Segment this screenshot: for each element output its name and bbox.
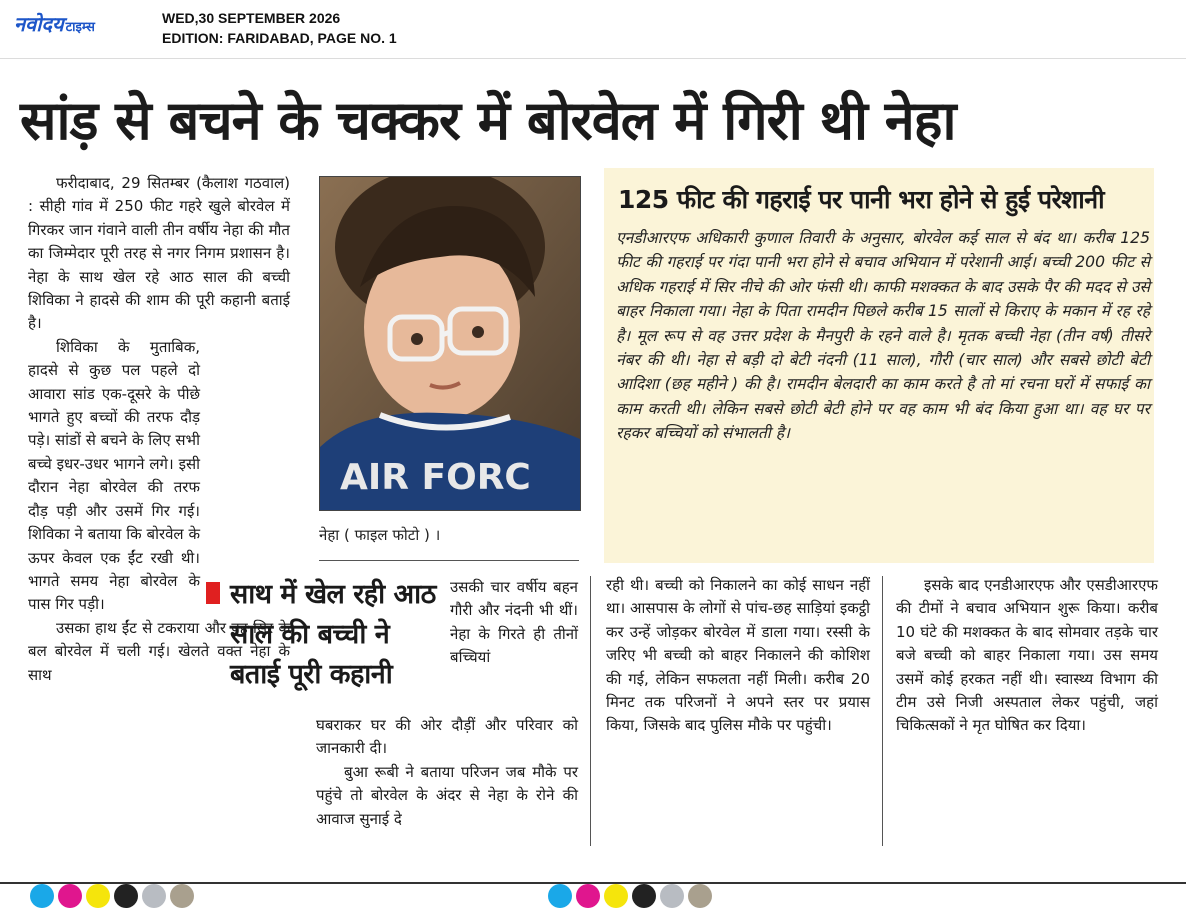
photo-caption: नेहा ( फाइल फोटो ) । <box>319 526 441 544</box>
sidebar-box-title: 125 फीट की गहराई पर पानी भरा होने से हुई परेशानी <box>618 185 1105 214</box>
article-column-2-top <box>450 576 578 670</box>
registration-swatch <box>114 884 138 908</box>
logo-sub-text: टाइम्स <box>65 20 95 35</box>
shirt-print-text: AIR FORC <box>340 457 531 498</box>
paragraph: फरीदाबाद, 29 सितम्बर (कैलाश गठवाल) : सीही गांव में 250 फीट गहरे खुले बोरवेल में गिरकर जान गंवाने वाली तीन वर्षीय नेहा की मौत का जिम्मेदार पूरी तरह से नगर निगम प्रशासन है। नेहा के साथ खेल रहे आठ साल की बच्ची शिविका ने हादसे की शाम की पूरी कहानी बताई है। <box>28 174 290 333</box>
paragraph: उसका हाथ ईंट से टकराया और वह सिर के बल बोरवेल में चली गई। खेलते वक्त नेहा के साथ <box>28 618 290 684</box>
registration-marks-right <box>548 884 712 898</box>
article-column-3 <box>606 574 870 738</box>
registration-swatch <box>548 884 572 908</box>
column-divider <box>882 576 883 846</box>
child-photo-illustration <box>320 177 580 510</box>
article-column-2-bottom <box>316 714 578 831</box>
paragraph: रही थी। बच्ची को निकालने का कोई साधन नहीं था। आसपास के लोगों से पांच-छह साड़ियां इकट्ठी कर उन्हें जोड़कर बोरवेल में डाला गया। रस्सी के जरिए भी बच्ची को बाहर निकालने की कोशिश की गई, लेकिन सफलता नहीं मिली। करीब 20 मिनट तक परिजनों ने अपने स्तर पर प्रयास किया, जिसके बाद पुलिस मौके पर पहुंची। <box>606 576 870 735</box>
registration-swatch <box>58 884 82 908</box>
registration-swatch <box>688 884 712 908</box>
edition-info <box>162 8 397 48</box>
photo-divider <box>319 560 579 561</box>
registration-swatch <box>660 884 684 908</box>
date-line: WED,30 SEPTEMBER 2026 <box>162 10 341 26</box>
newspaper-logo[interactable] <box>14 10 95 36</box>
paragraph: उसकी चार वर्षीय बहन गौरी और नंदनी भी थीं। नेहा के गिरते ही तीनों बच्चियां <box>450 578 578 667</box>
logo-main-text: नवोदय <box>14 12 64 36</box>
registration-swatch <box>576 884 600 908</box>
registration-swatch <box>604 884 628 908</box>
pullquote: साथ में खेल रही आठ साल की बच्ची ने बताई पूरी कहानी <box>230 579 436 690</box>
pullquote-marker <box>206 582 220 604</box>
edition-line: EDITION: FARIDABAD, PAGE NO. 1 <box>162 30 397 46</box>
registration-swatch <box>170 884 194 908</box>
article-headline: सांड़ से बचने के चक्कर में बोरवेल में गिरी थी नेहा <box>20 89 956 152</box>
column-divider <box>590 576 591 846</box>
registration-swatch <box>632 884 656 908</box>
article-photo[interactable] <box>319 176 581 511</box>
registration-swatch <box>30 884 54 908</box>
epaper-header <box>0 0 1186 59</box>
article-column-4 <box>896 574 1158 738</box>
sidebar-box-body: एनडीआरएफ अधिकारी कुणाल तिवारी के अनुसार, बोरवेल कई साल से बंद था। करीब 125 फीट की गहराई पर गंदा पानी भरा होने से बचाव अभियान में परेशानी आई। बच्ची 200 फीट से अधिक गहराई में सिर नीचे की ओर फंसी थी। काफी मशक्कत के बाद उसके पैर की मदद से उसे बाहर निकाला गया। नेहा के पिता रामदीन पिछले करीब 15 सालों से किराए के मकान में रह रहे है। मूल रूप से वह उत्तर प्रदेश के मैनपुरी के रहने वाले है। मृतक बच्ची नेहा (तीन वर्ष) तीसरे नंबर की थी। नेहा से बड़ी दो बेटी नंदनी (11 साल), गौरी (चार साल) और सबसे छोटी बेटी आदिशा (छह महीने ) की है। रामदीन बेलदारी का काम करते है तो मां रचना घरों में सफाई का काम करती थी। लेकिन सबसे छोटी बेटी होने पर वह काम भी बंद किया हुआ था। वह घर पर रहकर बच्चियों को संभालती है। <box>616 229 1150 443</box>
registration-swatch <box>86 884 110 908</box>
paragraph: बुआ रूबी ने बताया परिजन जब मौके पर पहुंचे तो बोरवेल के अंदर से नेहा के रोने की आवाज सुनाई दे <box>316 762 578 828</box>
sidebar-box <box>604 168 1154 563</box>
registration-marks-left <box>30 884 194 898</box>
paragraph: शिविका के मुताबिक, हादसे से कुछ पल पहले दो आवारा सांड एक-दूसरे के पीछे भागते हुए बच्चों की तरफ दौड़ पड़े। सांडों से बचने के लिए सभी बच्चे इधर-उधर भागने लगे। इसी दौरान नेहा बोरवेल की तरफ दौड़ पड़ी और उसमें गिर गई। शिविका ने बताया कि बोरवेल के ऊपर केवल एक ईंट रखी थी। भागते समय नेहा बोरवेल के पास गिर पड़ी। <box>28 337 200 614</box>
paragraph: घबराकर घर की ओर दौड़ीं और परिवार को जानकारी दी। <box>316 716 578 758</box>
registration-swatch <box>142 884 166 908</box>
paragraph: इसके बाद एनडीआरएफ और एसडीआरएफ की टीमों ने बचाव अभियान शुरू किया। करीब 10 घंटे की मशक्कत के बाद सोमवार तड़के चार बजे बच्ची को बाहर निकाला गया। उस समय उसमें कोई हरकत नहीं थी। स्वास्थ्य विभाग की टीम उसे निजी अस्पताल लेकर पहुंची, जहां चिकित्सकों ने मृत घोषित कर दिया। <box>896 576 1158 735</box>
